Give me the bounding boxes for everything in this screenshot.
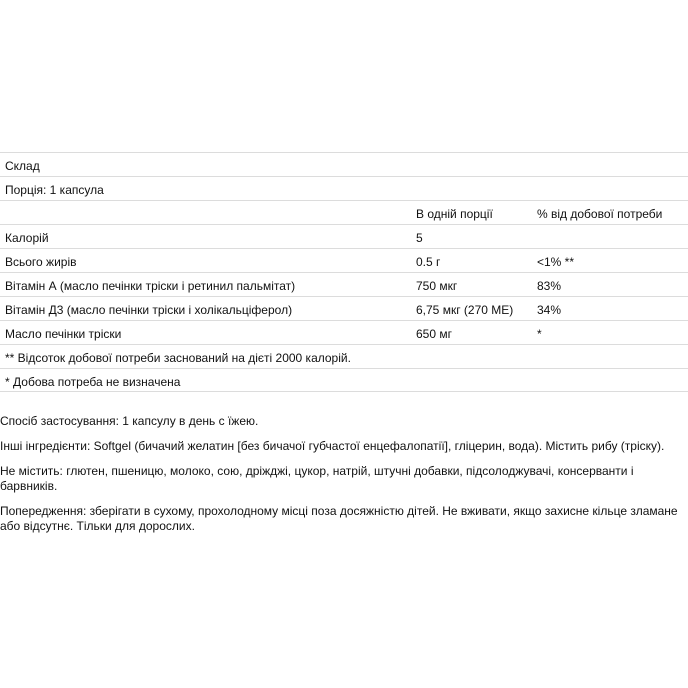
free-of-list: Не містить: глютен, пшеницю, молоко, сою, дріжджі, цукор, натрій, штучні добавки, підсолоджувачі, консерванти і барвників. (0, 464, 634, 493)
serving-size: Порція: 1 капсула (5, 183, 104, 197)
nutrient-amount: 5 (416, 231, 423, 245)
table-row (0, 272, 688, 296)
other-ingredients: Інші інгредієнти: Softgel (бичачий желатин [без бичачої губчастої енцефалопатії], гліцерин, вода). Містить рибу (тріску). (0, 439, 665, 453)
footnote-daily-value: ** Відсоток добової потреби заснований на дієті 2000 калорій. (5, 351, 351, 365)
nutrient-amount: 0.5 г (416, 255, 441, 269)
table-row (0, 296, 688, 320)
nutrient-dv: * (537, 327, 542, 341)
nutrient-dv: 83% (537, 279, 562, 293)
nutrient-name: Вітамін А (масло печінки тріски і ретинил пальмітат) (5, 279, 296, 293)
footnote-row (0, 344, 688, 368)
warning-text: Попередження: зберігати в сухому, прохолодному місці поза досяжністю дітей. Не вживати, якщо захисне кільце зламане або відсутнє. Тільки для дорослих. (0, 504, 678, 533)
usage-instructions: Спосіб застосування: 1 капсулу в день с їжею. (0, 414, 259, 428)
table-row (0, 320, 688, 344)
nutrient-name: Всього жирів (5, 255, 77, 269)
nutrient-amount: 6,75 мкг (270 МЕ) (416, 303, 514, 317)
header-per-serving: В одній порції (416, 207, 493, 221)
nutrient-name: Масло печінки тріски (5, 327, 122, 341)
footnote-not-established: * Добова потреба не визначена (5, 375, 181, 389)
table-row (0, 248, 688, 272)
supplement-facts-table (0, 152, 688, 392)
nutrient-amount: 750 мкг (416, 279, 458, 293)
serving-row (0, 176, 688, 200)
header-row (0, 200, 688, 224)
table-title-row (0, 152, 688, 176)
footnote-row (0, 368, 688, 392)
nutrient-name: Калорій (5, 231, 49, 245)
nutrient-dv: <1% ** (537, 255, 575, 269)
nutrient-dv: 34% (537, 303, 562, 317)
product-notes (0, 414, 688, 544)
table-title: Склад (5, 159, 40, 173)
header-daily-value: % від добової потреби (537, 207, 663, 221)
table-row (0, 224, 688, 248)
nutrient-amount: 650 мг (416, 327, 452, 341)
nutrient-name: Вітамін Д3 (масло печінки тріски і холікальціферол) (5, 303, 293, 317)
